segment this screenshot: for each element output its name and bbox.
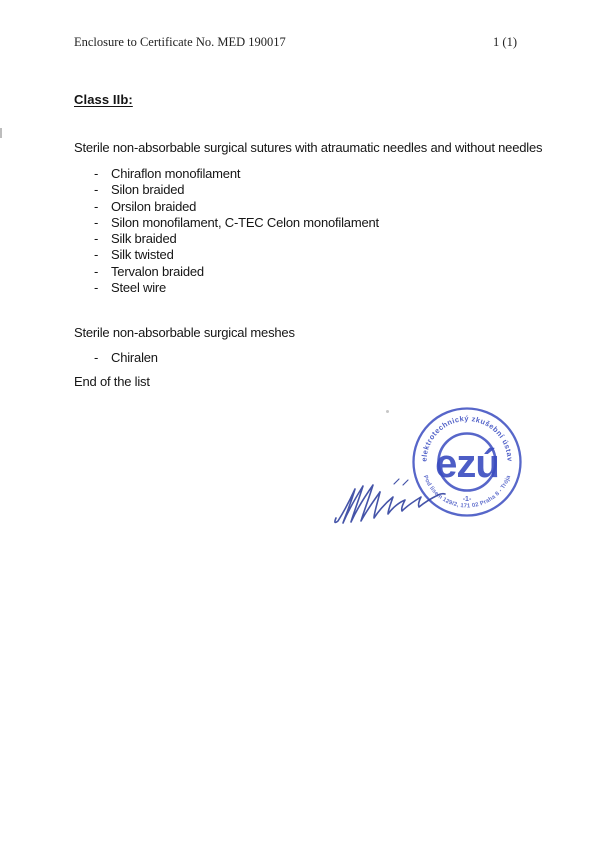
list-item-label: Silk twisted	[111, 247, 174, 263]
dash-bullet: -	[94, 214, 99, 230]
handwritten-signature	[330, 475, 450, 533]
stamp-number-text: -1-	[462, 496, 472, 503]
page-number: 1 (1)	[493, 35, 517, 49]
list-item-label: Chiraflon monofilament	[111, 166, 241, 181]
meshes-heading: Sterile non-absorbable surgical meshes	[74, 325, 295, 340]
list-item-label: Silon braided	[111, 182, 185, 198]
class-heading: Class IIb:	[74, 92, 133, 107]
stamp-bottom-arc-text: Pod lisem 129/2, 171 02 Praha 8 - Trója	[421, 474, 513, 510]
dash-bullet: -	[94, 182, 99, 198]
scan-dash-artifact	[0, 128, 2, 138]
list-item-label: Steel wire	[111, 280, 167, 296]
list-item	[94, 231, 379, 247]
dash-bullet: -	[94, 350, 99, 365]
meshes-list	[94, 350, 158, 366]
list-item	[94, 247, 379, 263]
dash-bullet: -	[94, 231, 99, 247]
list-item	[94, 166, 379, 182]
stamp-top-arc-text: elektrotechnický zkušební ústav	[419, 413, 515, 462]
sutures-heading: Sterile non-absorbable surgical sutures with atraumatic needles and without needles	[74, 140, 543, 155]
list-item-label: Silon monofilament, C-TEC Celon monofilament	[111, 214, 379, 230]
list-item	[94, 350, 158, 366]
list-item-label: Chiralen	[111, 350, 158, 365]
list-item	[94, 280, 379, 296]
dash-bullet: -	[94, 263, 99, 279]
list-item-label: Silk braided	[111, 231, 177, 247]
dash-bullet: -	[94, 166, 99, 181]
ezu-logo-text: ezú	[435, 442, 499, 486]
list-item	[94, 215, 379, 231]
list-item-label: Orsilon braided	[111, 198, 197, 214]
dash-bullet: -	[94, 247, 99, 263]
end-of-list-note: End of the list	[74, 374, 150, 389]
dash-bullet: -	[94, 280, 99, 296]
list-item	[94, 182, 379, 198]
list-item-label: Tervalon braided	[111, 263, 204, 279]
list-item	[94, 264, 379, 280]
sutures-list	[94, 166, 379, 296]
header-title: Enclosure to Certificate No. MED 190017	[74, 35, 286, 49]
dash-bullet: -	[94, 198, 99, 214]
list-item	[94, 199, 379, 215]
scan-speck	[386, 410, 389, 413]
document-header	[74, 35, 517, 50]
